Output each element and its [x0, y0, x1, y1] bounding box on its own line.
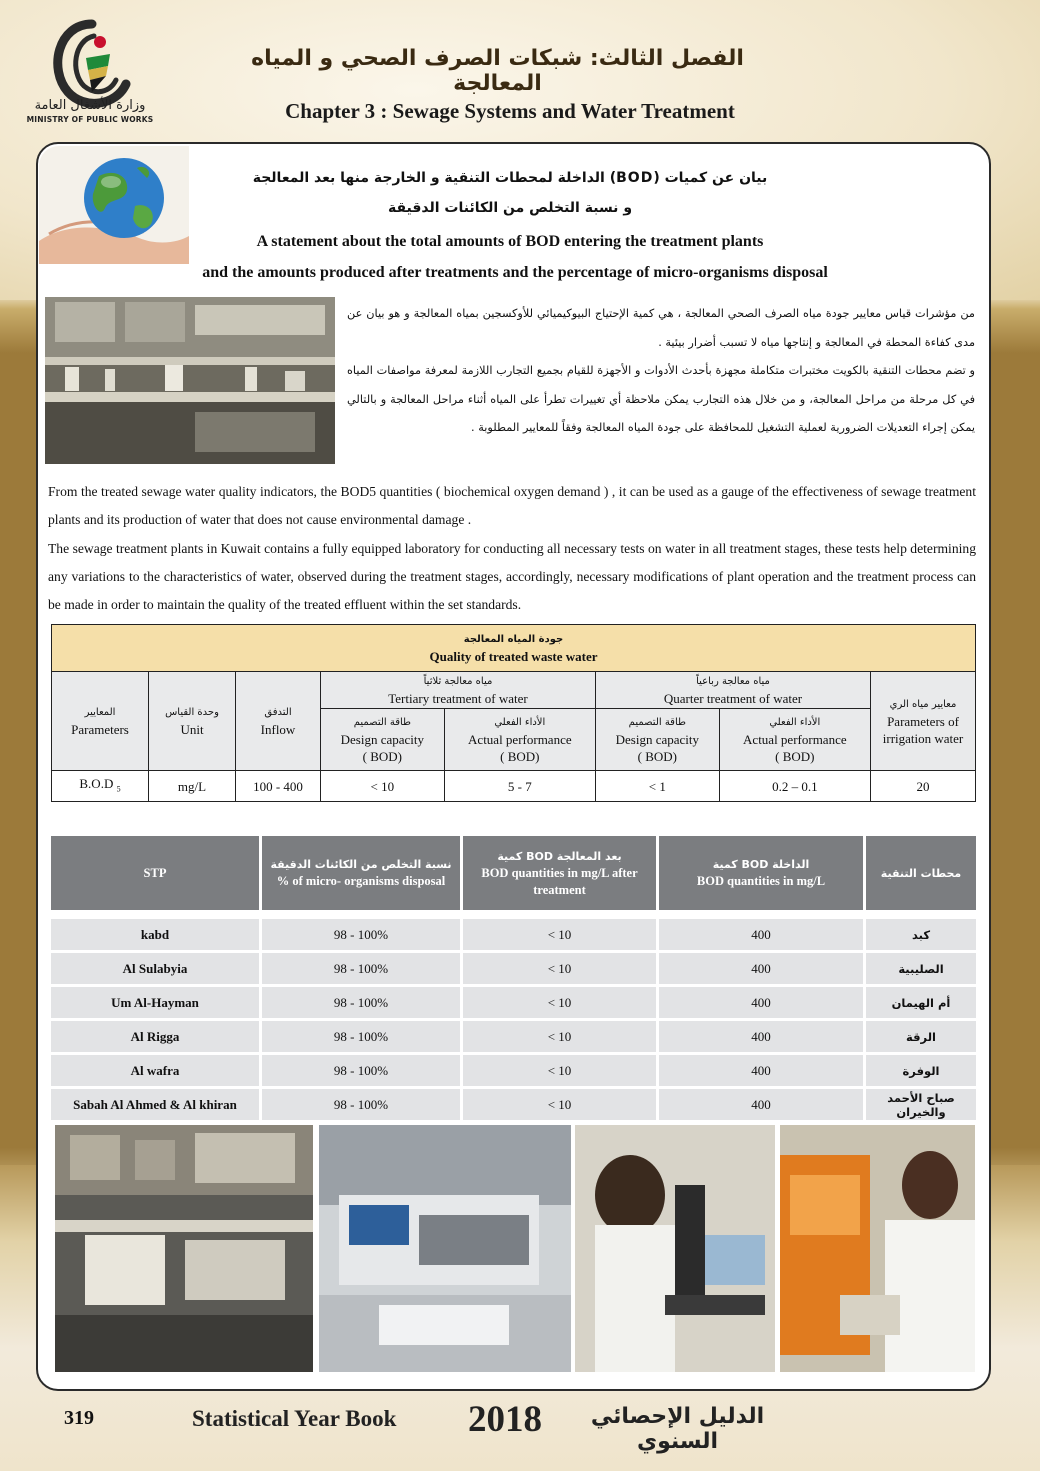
header-quarter-en: Quarter treatment of water [663, 691, 803, 706]
header-parameters-en: Parameters [71, 722, 129, 737]
arabic-paragraph-1: من مؤشرات قياس معايير جودة مياه الصرف الصحي المعالجة ، هي كمية الإحتياج البيوكيميائي للأوكسجين بمياه المعالجة و هو بيان عن مدى كفاءة المحطة في المعالجة و إنتاجها مياه لا تسبب أضرار بيئية . [347, 307, 975, 349]
header-after-treatment [463, 836, 659, 910]
cell-inflow-bod: 400 [659, 1018, 866, 1052]
header-plant-arabic: محطات التنقية [866, 836, 976, 910]
cell-inflow-bod: 400 [659, 984, 866, 1018]
header-in-ar: كمية BOD الداخلة [712, 858, 810, 871]
cell-parameter [52, 771, 149, 802]
table-caption [52, 625, 976, 672]
header-tertiary [321, 672, 596, 709]
cell-stp-name: kabd [51, 916, 262, 950]
header-after-en: BOD quantities in mg/L after treatment [481, 865, 638, 897]
design-en: Design capacity [340, 732, 425, 747]
cell-disposal: 98 - 100% [262, 984, 463, 1018]
header-parameters [52, 672, 149, 771]
header-tertiary-design [321, 709, 445, 771]
title-arabic-line1: بيان عن كميات (BOD) الداخلة لمحطات التنقية و الخارجة منها بعد المعالجة [252, 170, 768, 186]
logo-english-name: MINISTRY OF PUBLIC WORKS [26, 115, 154, 124]
header-unit-ar: وحدة القياس [165, 707, 219, 718]
cell-quarter-design: < 1 [595, 771, 719, 802]
cell-after-treatment: < 10 [463, 984, 659, 1018]
book-title-arabic: الدليل الإحصائي السنوي [590, 1404, 765, 1454]
header-quarter-actual [719, 709, 870, 771]
table-row [51, 916, 976, 950]
cell-inflow-bod: 400 [659, 1052, 866, 1086]
header-irrigation [871, 672, 976, 771]
cell-plant-arabic: الصليبية [866, 950, 976, 984]
header-in-en: BOD quantities in mg/L [696, 874, 826, 888]
page-number: 319 [64, 1407, 94, 1429]
table-row [51, 950, 976, 984]
book-year: 2018 [468, 1399, 542, 1440]
cell-stp-name: Al Rigga [51, 1018, 262, 1052]
header-inflow-ar: التدفق [264, 707, 292, 718]
table-row [51, 1052, 976, 1086]
cell-after-treatment: < 10 [463, 1052, 659, 1086]
title-arabic-line2: و نسبة التخلص من الكائنات الدقيقة [387, 200, 633, 216]
microscope-photo [575, 1125, 775, 1372]
design-ar: طاقة التصميم [353, 717, 411, 728]
english-paragraph-2: The sewage treatment plants in Kuwait contains a fully equipped laboratory for conducting all necessary tests on water in all treatment stages, these tests help determining any variations to the characteristics of water, observed during the treatment stages, accordingly, necessary modifications of plant operation and the treatment process can be made in order to maintain the quality of the treated effluent within the set standards. [48, 540, 976, 613]
bod-label: ( BOD) [637, 749, 677, 764]
cell-inflow-bod: 400 [659, 950, 866, 984]
caption-english: Quality of treated waste water [429, 649, 598, 664]
header-after-ar: كمية BOD بعد المعالجة [497, 849, 622, 863]
english-paragraph-1: From the treated sewage water quality indicators, the BOD5 quantities ( biochemical oxygen demand ) , it can be used as a gauge of the effectiveness of sewage treatment plants and its production of water that does not cause environmental damage . [48, 484, 976, 528]
cell-disposal: 98 - 100% [262, 1052, 463, 1086]
cell-quarter-actual: 0.2 – 0.1 [719, 771, 870, 802]
cell-disposal: 98 - 100% [262, 916, 463, 950]
header-irrigation-en: Parameters of irrigation water [882, 713, 964, 746]
treated-water-quality-table [51, 624, 976, 802]
cell-plant-arabic: كبد [866, 916, 976, 950]
cell-plant-arabic: الرقة [866, 1018, 976, 1052]
actual-en: Actual performance [743, 732, 847, 747]
header-disposal-ar: نسبة التخلص من الكائنات الدقيقة [270, 858, 452, 871]
chapter-title-english: Chapter 3 : Sewage Systems and Water Treatment [285, 99, 735, 123]
title-english-line1: A statement about the total amounts of BOD entering the treatment plants [256, 233, 764, 250]
cell-plant-arabic: صباح الأحمد والخيران [866, 1086, 976, 1120]
cell-disposal: 98 - 100% [262, 1086, 463, 1120]
bod-label: ( BOD) [362, 749, 403, 764]
table-row [51, 1018, 976, 1052]
header-tertiary-en: Tertiary treatment of water [388, 691, 528, 706]
header-tertiary-ar: مياه معالجة ثلاثياً [423, 676, 493, 687]
header-unit-en: Unit [180, 722, 204, 737]
cell-inflow-bod: 400 [659, 1086, 866, 1120]
header-inflow-en: Inflow [260, 722, 296, 737]
actual-en: Actual performance [468, 732, 572, 747]
header-tertiary-actual [444, 709, 595, 771]
table-row [51, 984, 976, 1018]
cell-plant-arabic: أم الهيمان [866, 984, 976, 1018]
table-row [51, 1086, 976, 1120]
bod-label: ( BOD) [500, 749, 540, 764]
cell-after-treatment: < 10 [463, 1018, 659, 1052]
header-disposal-en: % of micro- organisms disposal [276, 874, 446, 888]
lab-analyzer-photo [319, 1125, 571, 1372]
cell-stp-name: Al Sulabyia [51, 950, 262, 984]
scientist-equipment-photo [780, 1125, 975, 1372]
cell-unit: mg/L [149, 771, 236, 802]
title-english-line2: and the amounts produced after treatments and the percentage of micro-organisms disposal [202, 264, 828, 281]
header-inflow-bod [659, 836, 866, 910]
arabic-paragraph-2: و تضم محطات التنقية بالكويت مختبرات متكاملة مجهزة بأحدث الأدوات و الأجهزة للقيام بجميع التجارب اللازمة لمعرفة مواصفات المياه في كل مرحلة من مراحل المعالجة، و من خلال هذه التجارب يمكن ملاحظة أي تغييرات تطرأ على المياه أثناء مراحل المعالجة و بالتالي يمكن إجراء التعديلات الضرورية لعملية التشغيل للمحافظة على جودة المياه المعالجة وفقاً للمعايير المطلوبة . [347, 364, 975, 434]
stp-bod-table [51, 836, 976, 1120]
cell-tertiary-actual: 5 - 7 [444, 771, 595, 802]
cell-after-treatment: < 10 [463, 1086, 659, 1120]
actual-ar: الأداء الفعلي [769, 717, 821, 728]
cell-plant-arabic: الوفرة [866, 1052, 976, 1086]
parameter-value: B.O.D [79, 775, 114, 791]
cell-tertiary-design: < 10 [321, 771, 445, 802]
lab-equipment-photo-1 [55, 1125, 313, 1372]
book-title-english: Statistical Year Book [192, 1406, 397, 1431]
header-quarter-design [595, 709, 719, 771]
design-ar: طاقة التصميم [628, 717, 686, 728]
logo-arabic-name: وزارة الأشغال العامة [34, 98, 146, 113]
laboratory-photo [45, 297, 335, 464]
header-unit [149, 672, 236, 771]
cell-irrigation: 20 [871, 771, 976, 802]
design-en: Design capacity [615, 732, 700, 747]
header-quarter-ar: مياه معالجة رباعياً [696, 676, 770, 687]
english-body-text [48, 478, 976, 619]
header-disposal [262, 836, 463, 910]
cell-stp-name: Sabah Al Ahmed & Al khiran [51, 1086, 262, 1120]
arabic-body-text [347, 300, 975, 443]
header-inflow [236, 672, 321, 771]
cell-stp-name: Al wafra [51, 1052, 262, 1086]
cell-inflow: 100 - 400 [236, 771, 321, 802]
cell-after-treatment: < 10 [463, 950, 659, 984]
header-stp: STP [51, 836, 262, 910]
cell-after-treatment: < 10 [463, 916, 659, 950]
table-row [52, 771, 976, 802]
bod-label: ( BOD) [775, 749, 815, 764]
cell-stp-name: Um Al-Hayman [51, 984, 262, 1018]
cell-inflow-bod: 400 [659, 916, 866, 950]
actual-ar: الأداء الفعلي [494, 717, 546, 728]
parameter-subscript: 5 [116, 784, 121, 794]
cell-disposal: 98 - 100% [262, 1018, 463, 1052]
chapter-title-arabic: الفصل الثالث: شبكات الصرف الصحي و المياه المعالجة [251, 46, 744, 96]
header-irrigation-ar: معايير مياه الري [889, 698, 957, 710]
caption-arabic: جودة المياه المعالجة [463, 634, 564, 645]
header-parameters-ar: المعايير [84, 707, 116, 718]
cell-disposal: 98 - 100% [262, 950, 463, 984]
stp-table-body [51, 910, 976, 1120]
header-quarter [595, 672, 870, 709]
